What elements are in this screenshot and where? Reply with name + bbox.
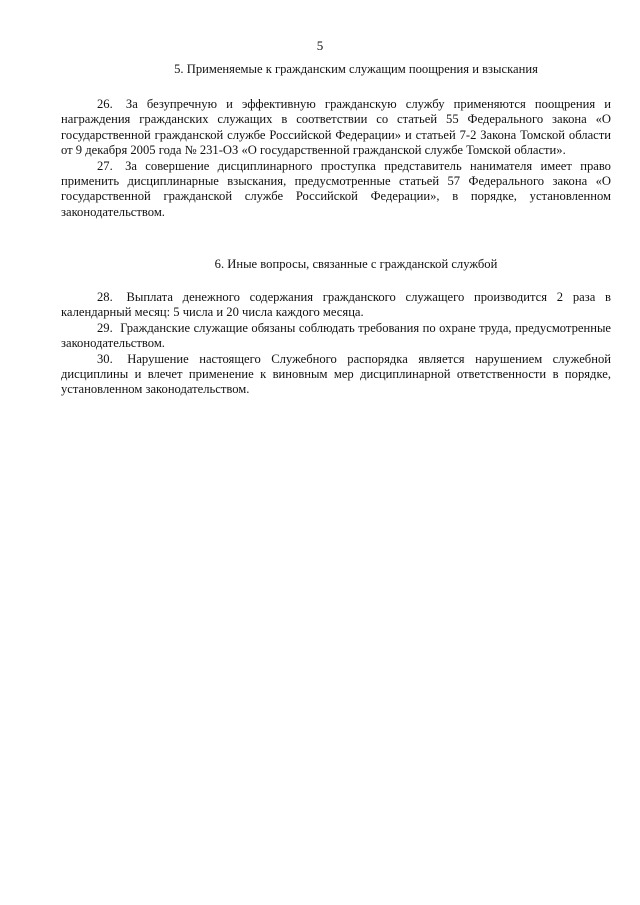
paragraph-number: 27.	[97, 158, 113, 173]
paragraph-number: 30.	[97, 351, 113, 366]
paragraph-text: Выплата денежного содержания гражданского служащего производится 2 раза в календарный месяц: 5 числа и 20 числа каждого месяца.	[61, 290, 611, 320]
paragraph-text: За совершение дисциплинарного проступка представитель нанимателя имеет право применить дисциплинарные взыскания, предусмотренные статьей 57 Федерального закона «О государственной гражданской службе Российской Федерации», в порядке, установленном законодательством.	[61, 158, 611, 219]
section-heading: 5. Применяемые к гражданским служащим поощрения и взыскания	[174, 62, 538, 76]
paragraph-number: 26.	[97, 97, 113, 111]
page-number: 5	[316, 38, 324, 53]
paragraph-28	[61, 290, 611, 321]
section-heading: 6. Иные вопросы, связанные с гражданской службой	[214, 257, 498, 271]
paragraph-26	[61, 97, 611, 159]
paragraph-29	[61, 321, 611, 352]
paragraph-text: Нарушение настоящего Служебного распорядка является нарушением служебной дисциплины и влечет применение к виновным мер дисциплинарной ответственности в порядке, установленном законодательством.	[61, 351, 611, 397]
section-5	[61, 62, 611, 77]
paragraph-text: Гражданские служащие обязаны соблюдать требования по охране труда, предусмотренные законодательством.	[61, 320, 611, 351]
paragraph-27	[61, 159, 611, 221]
section-6-body	[61, 290, 611, 398]
paragraph-30	[61, 352, 611, 398]
paragraph-number: 29.	[97, 320, 113, 335]
paragraph-text: За безупречную и эффективную гражданскую службу применяются поощрения и награждения гражданских служащих в соответствии со статьей 55 Федерального закона «О государственной гражданской службе Российской Федерации» и статьей 7-2 Закона Томской области от 9 декабря 2005 года № 231-ОЗ «О государственной гражданской службе Томской области».	[61, 97, 611, 158]
section-5-body	[61, 97, 611, 220]
paragraph-number: 28.	[97, 290, 113, 304]
section-6	[61, 257, 611, 272]
